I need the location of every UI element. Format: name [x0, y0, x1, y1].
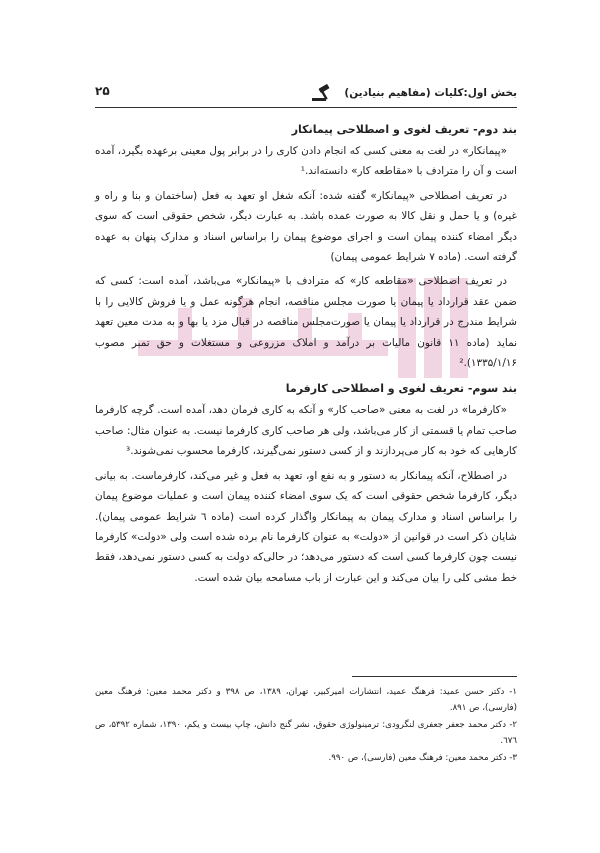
footnotes	[95, 684, 517, 767]
section-heading: بند دوم- تعریف لغوی و اصطلاحی پیمانکار	[291, 123, 517, 136]
footnote-divider	[352, 676, 517, 677]
paragraph: در اصطلاح، آنکه پیمانکار به دستور و به نفع او، تعهد به فعل و غیر می‌کند، کارفرماست. به بیانی دیگر، کارفرما شخص حقوقی است که یک سوی امضاء کننده پیمان است و عملیات موضوع پیمان را براساس اسناد و مدارک پیمان به پیمانکار واگذار کرده است (ماده ٦ شرایط عمومی پیمان). شایان ذکر است در قوانین از «دولت» به عنوان کارفرما نام برده شده است ولی «دولت» کارفرما نیست چون کارفرما کسی است که دستور می‌دهد؛ در حالی‌که دولت به کسی دستور نمی‌دهد، فقط خط مشی کلی را بیان می‌کند و این عبارت از باب مسامحه بیان شده است.	[95, 469, 518, 584]
page-number: ۲۵	[95, 84, 110, 98]
section-heading: بند سوم- تعریف لغوی و اصطلاحی کارفرما	[285, 382, 517, 396]
footnote: ۳- دکتر محمد معین: فرهنگ معین (فارسی)، ص ۹۹۰.	[328, 753, 517, 763]
paragraph: «پیمانکار» در لغت به معنی کسی که انجام دادن کاری را در برابر پول معینی برعهده بگیرد، آمده است و آن را مترادف با «مقاطعه کار» دانسته‌اند.¹	[95, 145, 517, 178]
running-header	[95, 82, 517, 104]
paragraph: «کارفرما» در لغت به معنی «صاحب کار» و آنکه به کاری فرمان دهد، آمده است. گرچه کارفرما صاحب تمام یا قسمتی از کار می‌باشد، ولی هر صاحب کاری کارفرما نیست. به عنوان مثال: صاحب کارهایی که خود به کار می‌پردازند و از کسی دستور نمی‌گیرند، کارفرما محسوب نمی‌شوند.³	[95, 404, 517, 458]
paragraph: در تعریف اصطلاحی «مقاطعه کار» که مترادف با «پیمانکار» می‌باشد، آمده است: کسی که ضمن عقد قرارداد یا پیمان یا صورت مجلس مناقصه، انجام هرگونه عمل و یا فروش کالایی را با شرایط مندرج در قرارداد یا پیمان یا صورت‌مجلس مناقصه در قبال مزد یا بها و به مدت معین تعهد نماید (ماده ۱۱ قانون مالیات بر درآمد و املاک مزروعی و مستغلات و حق تمبر مصوب ۱۳۳۵/۱/۱۶).²	[95, 275, 517, 370]
footnote: ۲- دکتر محمد جعفر جعفری لنگرودی: ترمینولوژی حقوق، نشر گنج دانش، چاپ بیست و یکم، ۱۳۹۰، شماره ۵۳۹۲، ص ٦٧٦.	[95, 720, 517, 746]
gavel-icon	[310, 84, 336, 102]
header-title: بخش اول:کلیات (مفاهیم بنیادین)	[344, 87, 517, 99]
header-divider	[95, 107, 517, 108]
footnote: ۱- دکتر حسن عمید: فرهنگ عمید، انتشارات امیرکبیر، تهران، ۱۳۸۹، ص ۳۹۸ و دکتر محمد معین: فرهنگ معین (فارسی)، ص ۸۹۱.	[95, 687, 517, 713]
main-text	[95, 120, 517, 592]
paragraph: در تعریف اصطلاحی «پیمانکار» گفته شده: آنکه شغل او تعهد به فعل (ساختمان و بنا و راه و غیره) و یا حمل و نقل کالا به صورت عمده باشد. به عبارت دیگر، شخص حقوقی است که سوی دیگر امضاء کننده پیمان است و اجرای موضوع پیمان را براساس اسناد و مدارک پنهان به عهده گرفته است. (ماده ۷ شرایط عمومی پیمان)	[95, 189, 517, 264]
